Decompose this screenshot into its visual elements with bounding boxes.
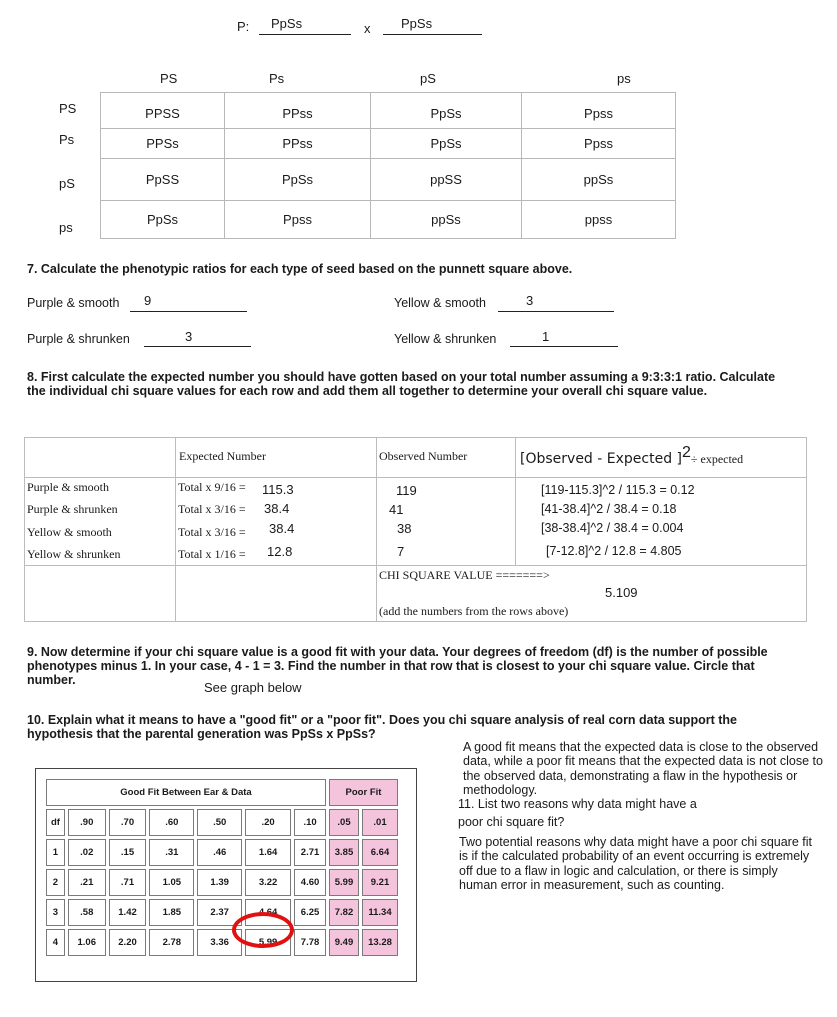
fit-cell: 3.36 [197, 929, 242, 956]
chi-row-value[interactable]: [7-12.8]^2 / 12.8 = 4.805 [546, 544, 682, 558]
fit-col-header: .70 [109, 809, 147, 836]
fit-col-header: .50 [197, 809, 242, 836]
fit-cell: 2.37 [197, 899, 242, 926]
punnett-col-header: pS [420, 71, 436, 86]
punnett-cell: PpSs [371, 93, 522, 129]
fit-cell: 1.05 [149, 869, 194, 896]
fit-cell: 1.42 [109, 899, 147, 926]
chi-observed-value[interactable]: 41 [389, 502, 404, 517]
punnett-cell: PpSs [371, 129, 522, 159]
chi-total-label: CHI SQUARE VALUE =======> [379, 568, 550, 582]
parent-2-line [383, 34, 482, 35]
chi-total-blank [25, 566, 176, 622]
chi-row-value[interactable]: [41-38.4]^2 / 38.4 = 0.18 [541, 502, 677, 516]
chi-rowlabels-cell [25, 478, 176, 566]
chi-header-blank [25, 438, 176, 478]
punnett-cell: Ppss [522, 129, 676, 159]
fit-cell: 1 [46, 839, 65, 866]
chi-observed-value[interactable]: 38 [397, 521, 412, 536]
punnett-row-header: pS [59, 176, 75, 191]
chi-header-formula-div: ÷ expected [690, 452, 744, 466]
chi-header-formula [520, 444, 743, 468]
chi-expected-label: Total x 9/16 = [178, 480, 246, 494]
punnett-cell: PPss [225, 93, 371, 129]
fit-cell: .31 [149, 839, 194, 866]
chi-header-formula-cell [516, 438, 807, 478]
chi-total-value[interactable]: 5.109 [605, 585, 638, 600]
punnett-cell: ppSs [522, 159, 676, 201]
punnett-row-header: PS [59, 101, 77, 116]
chi-expected-value[interactable]: 38.4 [264, 501, 290, 516]
yellow-shrunken-line [510, 346, 618, 347]
punnett-square [100, 92, 676, 239]
fit-cell: 1.64 [245, 839, 291, 866]
fit-col-header: .20 [245, 809, 291, 836]
question-8: 8. First calculate the expected number you should have gotten based on your total number assuming a 9:3:3:1 ratio. Calculate the individual chi square values for each row and add them all together to determine your overall chi square value. [27, 370, 776, 398]
chi-expected-value[interactable]: 12.8 [267, 544, 293, 559]
question-11-line2: poor chi square fit? [458, 815, 565, 829]
fit-col-header: .60 [149, 809, 194, 836]
cross-symbol: x [364, 21, 371, 36]
purple-shrunken-line [144, 346, 251, 347]
fit-cell: 1.06 [68, 929, 106, 956]
fit-col-header: .05 [329, 809, 359, 836]
question-7: 7. Calculate the phenotypic ratios for each type of seed based on the punnett square above. [27, 262, 573, 276]
fit-cell: .46 [197, 839, 242, 866]
fit-cell: 5.99 [329, 869, 359, 896]
fit-cell: 1.85 [149, 899, 194, 926]
chi-observed-value[interactable]: 119 [396, 483, 417, 498]
fit-cell: 4 [46, 929, 65, 956]
yellow-smooth-label: Yellow & smooth [394, 296, 486, 310]
chi-header-formula-main: [Observed - Expected ] [520, 451, 682, 467]
punnett-cell: PPSS [101, 93, 225, 129]
punnett-cell: ppSs [371, 201, 522, 239]
fit-cell: 11.34 [362, 899, 398, 926]
chi-total-note: (add the numbers from the rows above) [379, 604, 569, 618]
punnett-cell: PpSs [101, 201, 225, 239]
punnett-col-header: ps [617, 71, 631, 86]
chi-total-cell [377, 566, 807, 622]
punnett-cell: PpSs [225, 159, 371, 201]
fit-cell-circled[interactable]: 4.64 [245, 899, 291, 926]
question-10-answer[interactable]: A good fit means that the expected data is close to the observed data, while a poor fit means that the expected data is not close to the observed data, demonstrating a flaw in the hypothesis or methodology. [463, 740, 823, 797]
fit-cell: 5.99 [245, 929, 291, 956]
punnett-row-header: ps [59, 220, 73, 235]
chi-row-value[interactable]: [38-38.4]^2 / 38.4 = 0.004 [541, 521, 684, 535]
fit-cell: 7.78 [294, 929, 326, 956]
chi-expected-value[interactable]: 115.3 [262, 482, 294, 497]
chi-row-label: Yellow & smooth [27, 525, 112, 539]
answer-circle [232, 912, 294, 948]
punnett-cell: PPSs [101, 129, 225, 159]
yellow-shrunken-value[interactable]: 1 [542, 329, 550, 344]
fit-cell: .71 [109, 869, 147, 896]
fit-cell: 6.25 [294, 899, 326, 926]
purple-smooth-value[interactable]: 9 [144, 293, 152, 308]
question-11-answer[interactable]: Two potential reasons why data might have a poor chi square fit is if the calculated probability of an event occurring is extremely off due to a flaw in logic and calculation, or there is simply human error in measurement, such as counting. [459, 835, 812, 892]
chi-row-label: Purple & smooth [27, 480, 110, 494]
chi-expected-value[interactable]: 38.4 [269, 521, 295, 536]
fit-col-header: df [46, 809, 65, 836]
chi-total-blank [176, 566, 377, 622]
fit-cell: 3.22 [245, 869, 291, 896]
fit-cell: 2 [46, 869, 65, 896]
fit-cell: .58 [68, 899, 106, 926]
yellow-smooth-line [498, 311, 614, 312]
chi-header-observed-cell [377, 438, 516, 478]
chi-row-label: Yellow & shrunken [27, 547, 121, 561]
chi-row-value[interactable]: [119-115.3]^2 / 115.3 = 0.12 [541, 483, 695, 497]
fit-cell: 7.82 [329, 899, 359, 926]
fit-cell: .02 [68, 839, 106, 866]
fit-cell: 2.71 [294, 839, 326, 866]
parent-2-genotype: PpSs [401, 16, 433, 31]
punnett-cell: PpSS [101, 159, 225, 201]
fit-col-header: .10 [294, 809, 326, 836]
fit-cell: 1.39 [197, 869, 242, 896]
poor-fit-header: Poor Fit [329, 779, 398, 806]
chi-header-expected: Expected Number [179, 449, 266, 463]
fit-cell: 4.60 [294, 869, 326, 896]
fit-cell: .15 [109, 839, 147, 866]
punnett-col-header: PS [160, 71, 178, 86]
yellow-shrunken-label: Yellow & shrunken [394, 332, 497, 346]
fit-grid [43, 776, 401, 959]
fit-cell: 2.20 [109, 929, 147, 956]
chi-values-cell [516, 478, 807, 566]
chi-header-observed: Observed Number [379, 449, 468, 463]
punnett-cell: ppss [522, 201, 676, 239]
chi-observed-value[interactable]: 7 [397, 544, 405, 559]
parent-1-genotype: PpSs [271, 16, 303, 31]
chi-header-formula-exp: 2 [682, 444, 691, 461]
parent-1-line [259, 34, 351, 35]
punnett-cell: Ppss [522, 93, 676, 129]
question-9: 9. Now determine if your chi square value is a good fit with your data. Your degrees of freedom (df) is the number of possible phenotypes minus 1. In your case, 4 - 1 = 3. Find the number in that row that is closest to your chi square value. Circle that number. [27, 645, 768, 687]
fit-cell: 9.21 [362, 869, 398, 896]
fit-cell: 6.64 [362, 839, 398, 866]
fit-cell: 9.49 [329, 929, 359, 956]
purple-shrunken-value[interactable]: 3 [185, 329, 193, 344]
fit-cell: 3 [46, 899, 65, 926]
question-9-answer[interactable]: See graph below [204, 680, 302, 695]
fit-col-header: .01 [362, 809, 398, 836]
fit-cell: .21 [68, 869, 106, 896]
punnett-row-header: Ps [59, 132, 75, 147]
chi-expected-label: Total x 3/16 = [178, 502, 246, 516]
chi-square-fit-table [35, 768, 417, 982]
chi-square-table [24, 437, 807, 622]
fit-cell: 2.78 [149, 929, 194, 956]
punnett-col-header: Ps [269, 71, 285, 86]
chi-expected-label: Total x 1/16 = [178, 547, 246, 561]
chi-row-label: Purple & shrunken [27, 502, 118, 516]
punnett-cell: ppSS [371, 159, 522, 201]
fit-cell: 13.28 [362, 929, 398, 956]
chi-observed-cell [377, 478, 516, 566]
fit-cell: 3.85 [329, 839, 359, 866]
punnett-cell: Ppss [225, 201, 371, 239]
purple-smooth-label: Purple & smooth [27, 296, 120, 310]
good-fit-header: Good Fit Between Ear & Data [46, 779, 326, 806]
purple-shrunken-label: Purple & shrunken [27, 332, 130, 346]
chi-header-expected-cell [176, 438, 377, 478]
question-11-line1: 11. List two reasons why data might have a [458, 797, 697, 811]
fit-col-header: .90 [68, 809, 106, 836]
parents-label: P: [237, 19, 250, 34]
question-10: 10. Explain what it means to have a "good fit" or a "poor fit". Does you chi square analysis of real corn data support the hypothesis that the parental generation was PpSs x PpSs? [27, 713, 737, 741]
purple-smooth-line [130, 311, 247, 312]
chi-expected-label: Total x 3/16 = [178, 525, 246, 539]
chi-expected-cell [176, 478, 377, 566]
yellow-smooth-value[interactable]: 3 [526, 293, 534, 308]
punnett-cell: PPss [225, 129, 371, 159]
